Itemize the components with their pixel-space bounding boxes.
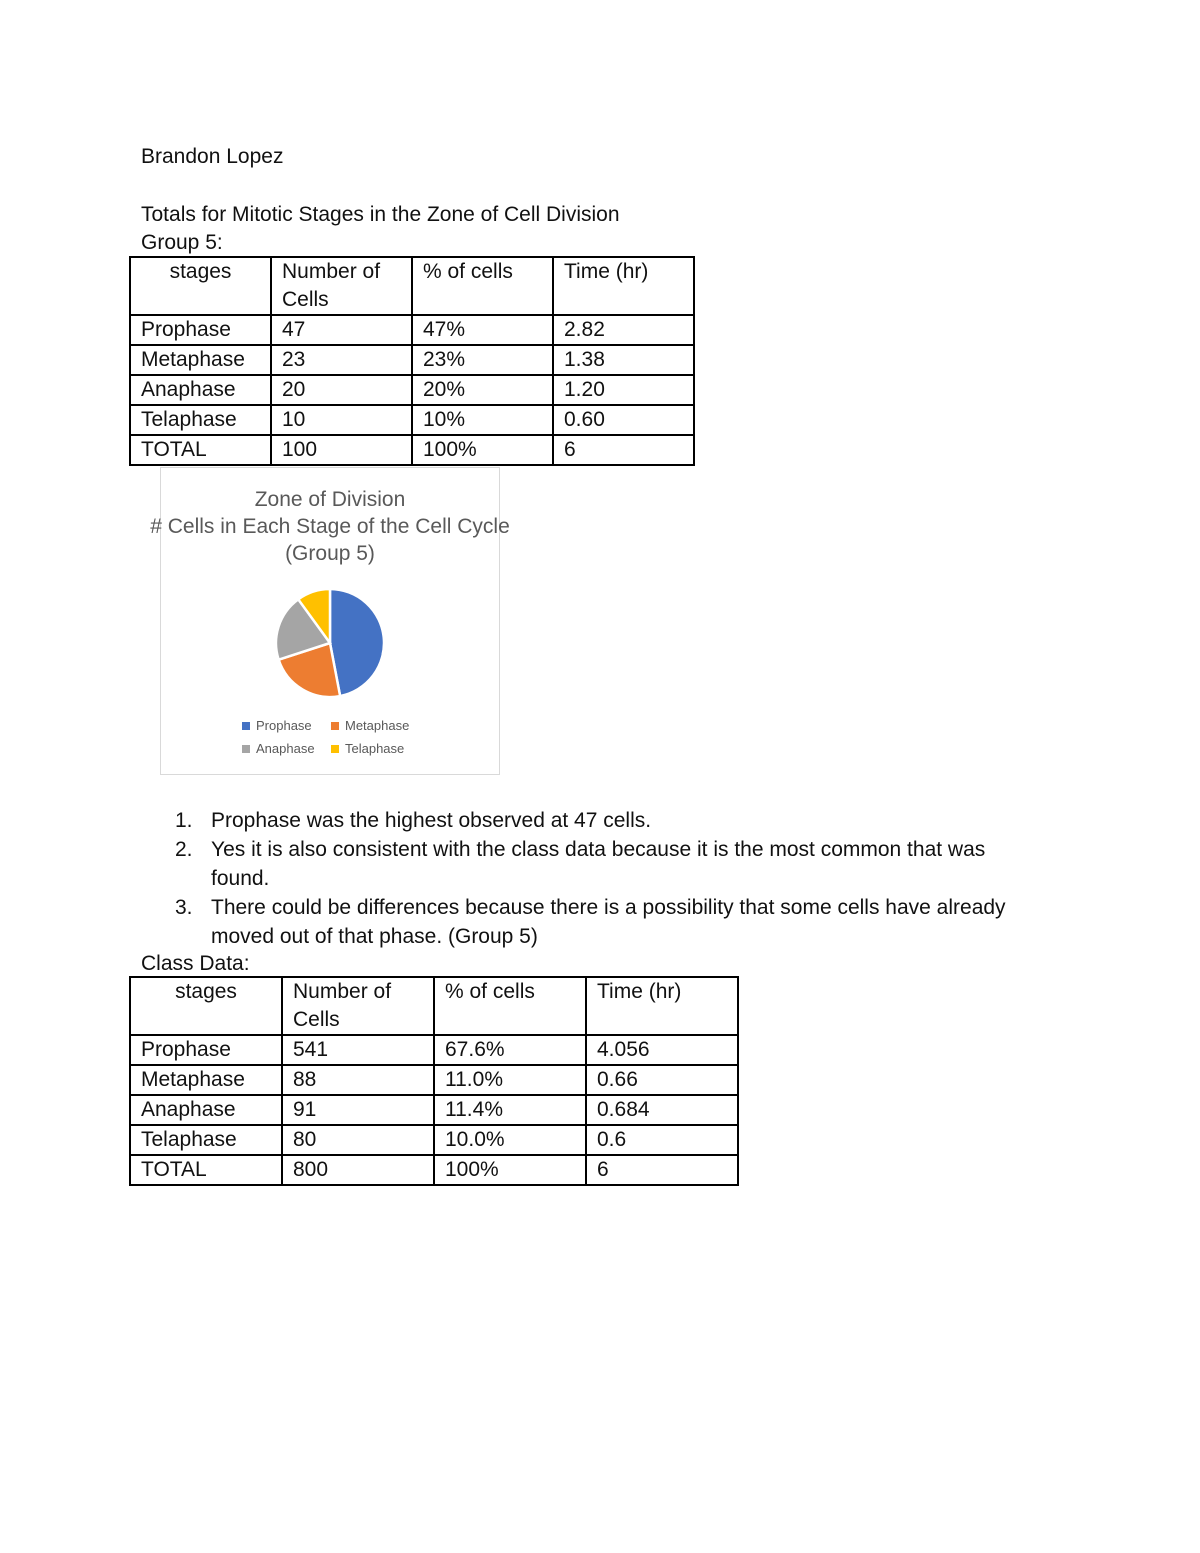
- document-title: Totals for Mitotic Stages in the Zone of Cell Division: [141, 203, 620, 226]
- list-text: Prophase was the highest observed at 47 cells.: [211, 809, 652, 832]
- table-cell: 91: [282, 1095, 434, 1125]
- table-cell: Telaphase: [130, 405, 271, 435]
- group-heading: Group 5:: [141, 231, 223, 254]
- header-cell: % of cells: [434, 977, 586, 1035]
- legend-label: Telaphase: [345, 741, 405, 756]
- legend-item-prophase: [242, 718, 312, 733]
- class-data-heading: Class Data:: [141, 952, 250, 975]
- legend-item-metaphase: [331, 718, 409, 733]
- header-cell: stages: [130, 977, 282, 1035]
- table-cell: Prophase: [130, 1035, 282, 1065]
- table-cell: 4.056: [586, 1035, 738, 1065]
- table-cell: 47%: [412, 315, 553, 345]
- header-cell: Time (hr): [553, 257, 694, 315]
- table-cell: 10%: [412, 405, 553, 435]
- table-cell: 800: [282, 1155, 434, 1185]
- header-cell: % of cells: [412, 257, 553, 315]
- legend-label: Anaphase: [256, 741, 315, 756]
- table-cell: 11.4%: [434, 1095, 586, 1125]
- author-name: Brandon Lopez: [141, 145, 284, 168]
- header-cell: Number of Cells: [282, 977, 434, 1035]
- table-cell: 100: [271, 435, 412, 465]
- table-cell: 1.38: [553, 345, 694, 375]
- table-row: [130, 1065, 738, 1095]
- table-cell: 100%: [412, 435, 553, 465]
- table-cell: 541: [282, 1035, 434, 1065]
- chart-subtitle-group: (Group 5): [285, 542, 375, 565]
- pie-chart-svg: [161, 468, 499, 774]
- list-item: [175, 806, 1035, 835]
- header-cell: stages: [130, 257, 271, 315]
- list-text: Yes it is also consistent with the class data because it is the most common that was found.: [211, 838, 986, 890]
- legend-item-anaphase: [242, 741, 315, 756]
- table-cell: 0.6: [586, 1125, 738, 1155]
- table-header-row: [130, 257, 694, 315]
- legend-label: Prophase: [256, 718, 312, 733]
- table-cell: 20: [271, 375, 412, 405]
- table-cell: Anaphase: [130, 375, 271, 405]
- chart-title: Zone of Division: [254, 488, 406, 511]
- class-data-table: [129, 976, 739, 1186]
- legend-label: Metaphase: [345, 718, 410, 733]
- list-item: [175, 835, 1035, 893]
- table-cell: Prophase: [130, 315, 271, 345]
- legend-swatch: [331, 745, 339, 753]
- table-cell: 20%: [412, 375, 553, 405]
- table-cell: 10: [271, 405, 412, 435]
- table-cell: 0.684: [586, 1095, 738, 1125]
- table-row: [130, 345, 694, 375]
- table-row: [130, 1125, 738, 1155]
- table-cell: 1.20: [553, 375, 694, 405]
- table-row: [130, 375, 694, 405]
- table-row: [130, 1155, 738, 1185]
- table-cell: Anaphase: [130, 1095, 282, 1125]
- table-cell: 6: [586, 1155, 738, 1185]
- table-cell: 47: [271, 315, 412, 345]
- table-header-row: [130, 977, 738, 1035]
- table-cell: 2.82: [553, 315, 694, 345]
- table-cell: 67.6%: [434, 1035, 586, 1065]
- table-cell: 23: [271, 345, 412, 375]
- list-number: 2.: [175, 838, 193, 861]
- table-row: [130, 435, 694, 465]
- table-cell: Metaphase: [130, 1065, 282, 1095]
- list-number: 3.: [175, 896, 193, 919]
- table-cell: TOTAL: [130, 1155, 282, 1185]
- legend-item-telaphase: [331, 741, 404, 756]
- list-number: 1.: [175, 809, 193, 832]
- header-cell: Time (hr): [586, 977, 738, 1035]
- table-cell: 80: [282, 1125, 434, 1155]
- chart-subtitle: # Cells in Each Stage of the Cell Cycle: [150, 515, 510, 538]
- pie-chart: [150, 467, 510, 775]
- table-cell: 6: [553, 435, 694, 465]
- group-data-table: [129, 256, 695, 466]
- header-cell: Number of Cells: [271, 257, 412, 315]
- table-cell: TOTAL: [130, 435, 271, 465]
- legend-swatch: [242, 745, 250, 753]
- table-row: [130, 1095, 738, 1125]
- table-cell: 100%: [434, 1155, 586, 1185]
- table-cell: 0.60: [553, 405, 694, 435]
- table-cell: 88: [282, 1065, 434, 1095]
- findings-list: [175, 806, 1035, 951]
- table-cell: Metaphase: [130, 345, 271, 375]
- legend-swatch: [331, 722, 339, 730]
- table-cell: 0.66: [586, 1065, 738, 1095]
- table-row: [130, 405, 694, 435]
- table-cell: 11.0%: [434, 1065, 586, 1095]
- table-cell: 23%: [412, 345, 553, 375]
- table-cell: Telaphase: [130, 1125, 282, 1155]
- list-item: [175, 893, 1035, 951]
- table-row: [130, 1035, 738, 1065]
- table-cell: 10.0%: [434, 1125, 586, 1155]
- list-text: There could be differences because there is a possibility that some cells have already moved out of that phase. (Group 5): [211, 896, 1006, 948]
- table-row: [130, 315, 694, 345]
- legend-swatch: [242, 722, 250, 730]
